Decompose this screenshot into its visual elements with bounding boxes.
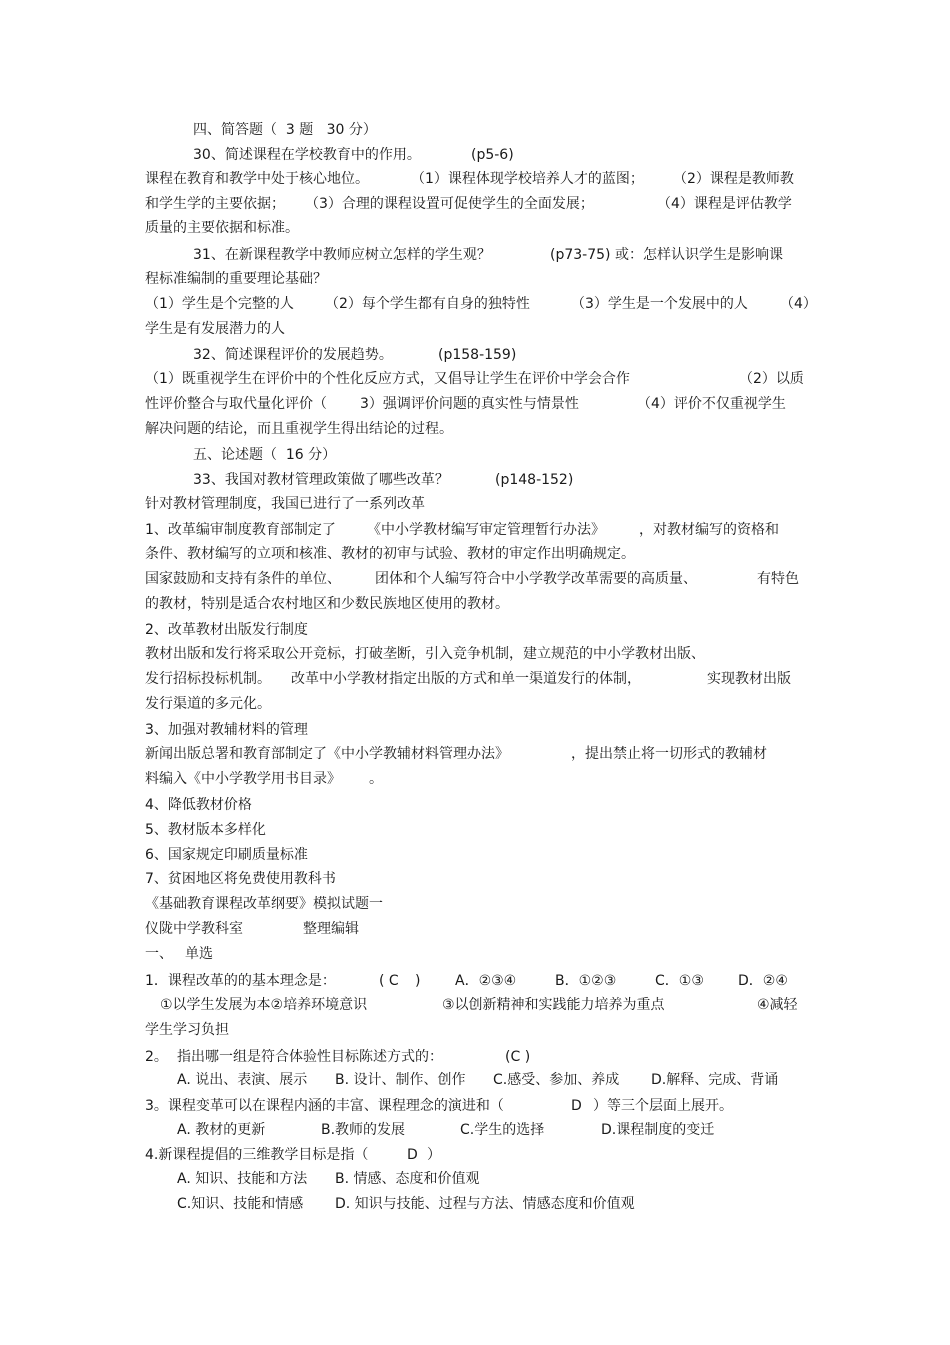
answer-line: 质量的主要依据和标准。 — [145, 220, 299, 236]
part-heading: 一、 单选 — [145, 946, 213, 962]
mcq-continuation: 学生学习负担 — [145, 1022, 229, 1038]
question-title: 30、简述课程在学校教育中的作用。 — [193, 147, 421, 163]
answer-line: 性评价整合与取代量化评价（ 3）强调评价问题的真实性与情景性 （4）评价不仅重视学生 — [145, 396, 786, 412]
list-item: 4、降低教材价格 — [145, 797, 252, 813]
question-title: 32、简述课程评价的发展趋势。 — [193, 347, 393, 363]
page-ref: (p5-6) — [471, 147, 514, 163]
page-ref: (p148-152) — [495, 472, 574, 488]
mcq-4: 4.新课程提倡的三维教学目标是指（ D ） — [145, 1147, 441, 1163]
answer-line: 解决问题的结论，而且重视学生得出结论的过程。 — [145, 421, 453, 437]
answer-line: 1、改革编审制度教育部制定了 《中小学教材编写审定管理暂行办法》 ，对教材编写的资格和 — [145, 522, 779, 538]
answer-line: 新闻出版总署和教育部制定了《中小学教辅材料管理办法》 ，提出禁止将一切形式的教辅材 — [145, 746, 767, 762]
exam-title: 《基础教育课程改革纲要》模拟试题一 — [145, 896, 383, 912]
answer-line: 教材出版和发行将采取公开竞标，打破垄断，引入竞争机制，建立规范的中小学教材出版、 — [145, 646, 705, 662]
page-ref: (p158-159) — [438, 347, 517, 363]
subheading: 3、加强对教辅材料的管理 — [145, 722, 308, 738]
list-item: 7、贫困地区将免费使用教科书 — [145, 871, 336, 887]
exam-source: 仪陇中学教科室 整理编辑 — [145, 921, 359, 937]
section-heading: 五、论述题（ 16 分） — [193, 447, 337, 463]
answer-line: （1）既重视学生在评价中的个性化反应方式，又倡导让学生在评价中学会合作 （2）以质 — [145, 371, 804, 387]
mcq-1: 1．课程改革的的基本理念是： ( C ) A．②③④ B．①②③ C．①③ D．②④ — [145, 973, 788, 989]
answer-line: 和学生学的主要依据； （3）合理的课程设置可促使学生的全面发展； （4）课程是评估教学 — [145, 196, 792, 212]
intro-line: 针对教材管理制度，我国已进行了一系列改革 — [145, 496, 425, 512]
mcq-2: 2。 指出哪一组是符合体验性目标陈述方式的： (C ) — [145, 1049, 531, 1065]
mcq-3: 3。课程变革可以在课程内涵的丰富、课程理念的演进和（ D ）等三个层面上展开。 — [145, 1098, 733, 1114]
mcq-options: A. 教材的更新 B.教师的发展 C.学生的选择 D.课程制度的变迁 — [177, 1122, 715, 1138]
answer-line: 料编入《中小学教学用书目录》 。 — [145, 771, 383, 787]
answer-line: 发行招标投标机制。 改革中小学教材指定出版的方式和单一渠道发行的体制， 实现教材出版 — [145, 671, 791, 687]
answer-line: （1）学生是个完整的人 （2）每个学生都有自身的独特性 （3）学生是一个发展中的人 （4） — [145, 296, 817, 312]
question-title: 31、在新课程教学中教师应树立怎样的学生观？ — [193, 247, 491, 263]
mcq-options: ①以学生发展为本②培养环境意识 ③以创新精神和实践能力培养为重点 ④减轻 — [160, 997, 798, 1013]
mcq-options: A. 知识、技能和方法 B. 情感、态度和价值观 — [177, 1171, 480, 1187]
question-continuation: 程标准编制的重要理论基础？ — [145, 271, 327, 287]
list-item: 6、国家规定印刷质量标准 — [145, 847, 308, 863]
answer-line: 国家鼓励和支持有条件的单位、 团体和个人编写符合中小学教学改革需要的高质量、 有特色 — [145, 571, 799, 587]
question-title: 33、我国对教材管理政策做了哪些改革？ — [193, 472, 449, 488]
section-heading: 四、简答题（ 3 题 30 分） — [193, 122, 377, 138]
answer-line: 学生是有发展潜力的人 — [145, 321, 285, 337]
mcq-options: A. 说出、表演、展示 B. 设计、制作、创作 C.感受、参加、养成 D.解释、完成、背诵 — [177, 1072, 779, 1088]
subheading: 2、改革教材出版发行制度 — [145, 622, 308, 638]
answer-line: 课程在教育和教学中处于核心地位。 （1）课程体现学校培养人才的蓝图； （2）课程是教师教 — [145, 171, 794, 187]
answer-line: 发行渠道的多元化。 — [145, 696, 271, 712]
answer-line: 的教材，特别是适合农村地区和少数民族地区使用的教材。 — [145, 596, 509, 612]
answer-line: 条件、教材编写的立项和核准、教材的初审与试验、教材的审定作出明确规定。 — [145, 546, 635, 562]
page-ref: (p73-75) 或：怎样认识学生是影响课 — [550, 247, 783, 263]
list-item: 5、教材版本多样化 — [145, 822, 266, 838]
mcq-options: C.知识、技能和情感 D. 知识与技能、过程与方法、情感态度和价值观 — [177, 1196, 635, 1212]
